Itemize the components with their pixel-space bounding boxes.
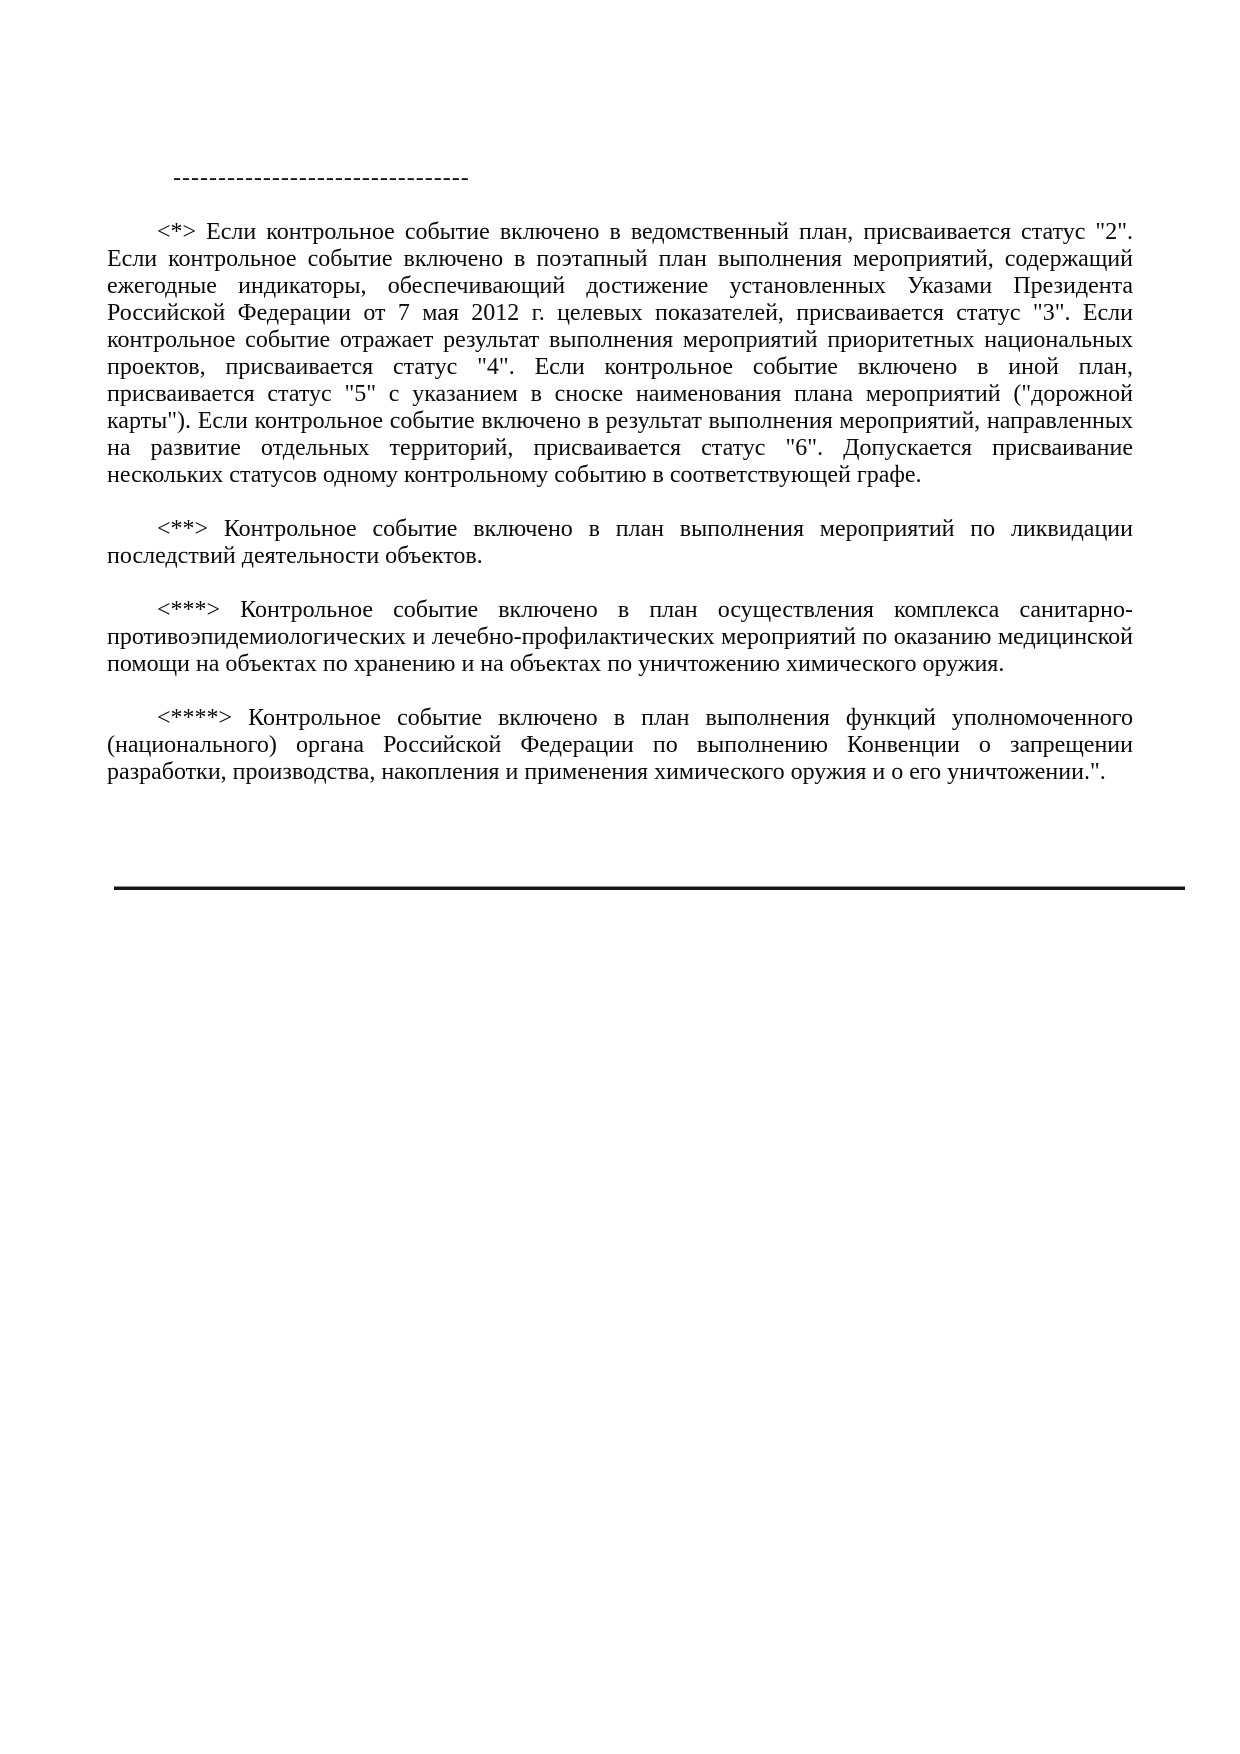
- horizontal-rule: [114, 886, 1185, 890]
- footnote-paragraph-1: <*> Если контрольное событие включено в ведомственный план, присваивается статус "2". Если контрольное событие включено в поэтапный план выполнения мероприятий, содержащий ежегодные индикаторы, обеспечивающий достижение установленных Указами Президента Российской Федерации от 7 мая 2012 г. целевых показателей, присваивается статус "3". Если контрольное событие отражает результат выполнения мероприятий приоритетных национальных проектов, присваивается статус "4". Если контрольное событие включено в иной план, присваивается статус "5" с указанием в сноске наименования плана мероприятий ("дорожной карты"). Если контрольное событие включено в результат выполнения мероприятий, направленных на развитие отдельных территорий, присваивается статус "6". Допускается присваивание нескольких статусов одному контрольному событию в соответствующей графе.: [107, 219, 1133, 488]
- footnote-paragraph-3: <***> Контрольное событие включено в план осуществления комплекса санитарно-противоэпидемиологических и лечебно-профилактических мероприятий по оказанию медицинской помощи на объектах по хранению и на объектах по уничтожению химического оружия.: [107, 597, 1133, 677]
- footnote-separator-dashes: ---------------------------------: [173, 165, 470, 191]
- footnote-paragraph-2: <**> Контрольное событие включено в план выполнения мероприятий по ликвидации последствий деятельности объектов.: [107, 516, 1133, 569]
- footnote-paragraph-4: <****> Контрольное событие включено в план выполнения функций уполномоченного (национального) органа Российской Федерации по выполнению Конвенции о запрещении разработки, производства, накопления и применения химического оружия и о его уничтожении.".: [107, 705, 1133, 785]
